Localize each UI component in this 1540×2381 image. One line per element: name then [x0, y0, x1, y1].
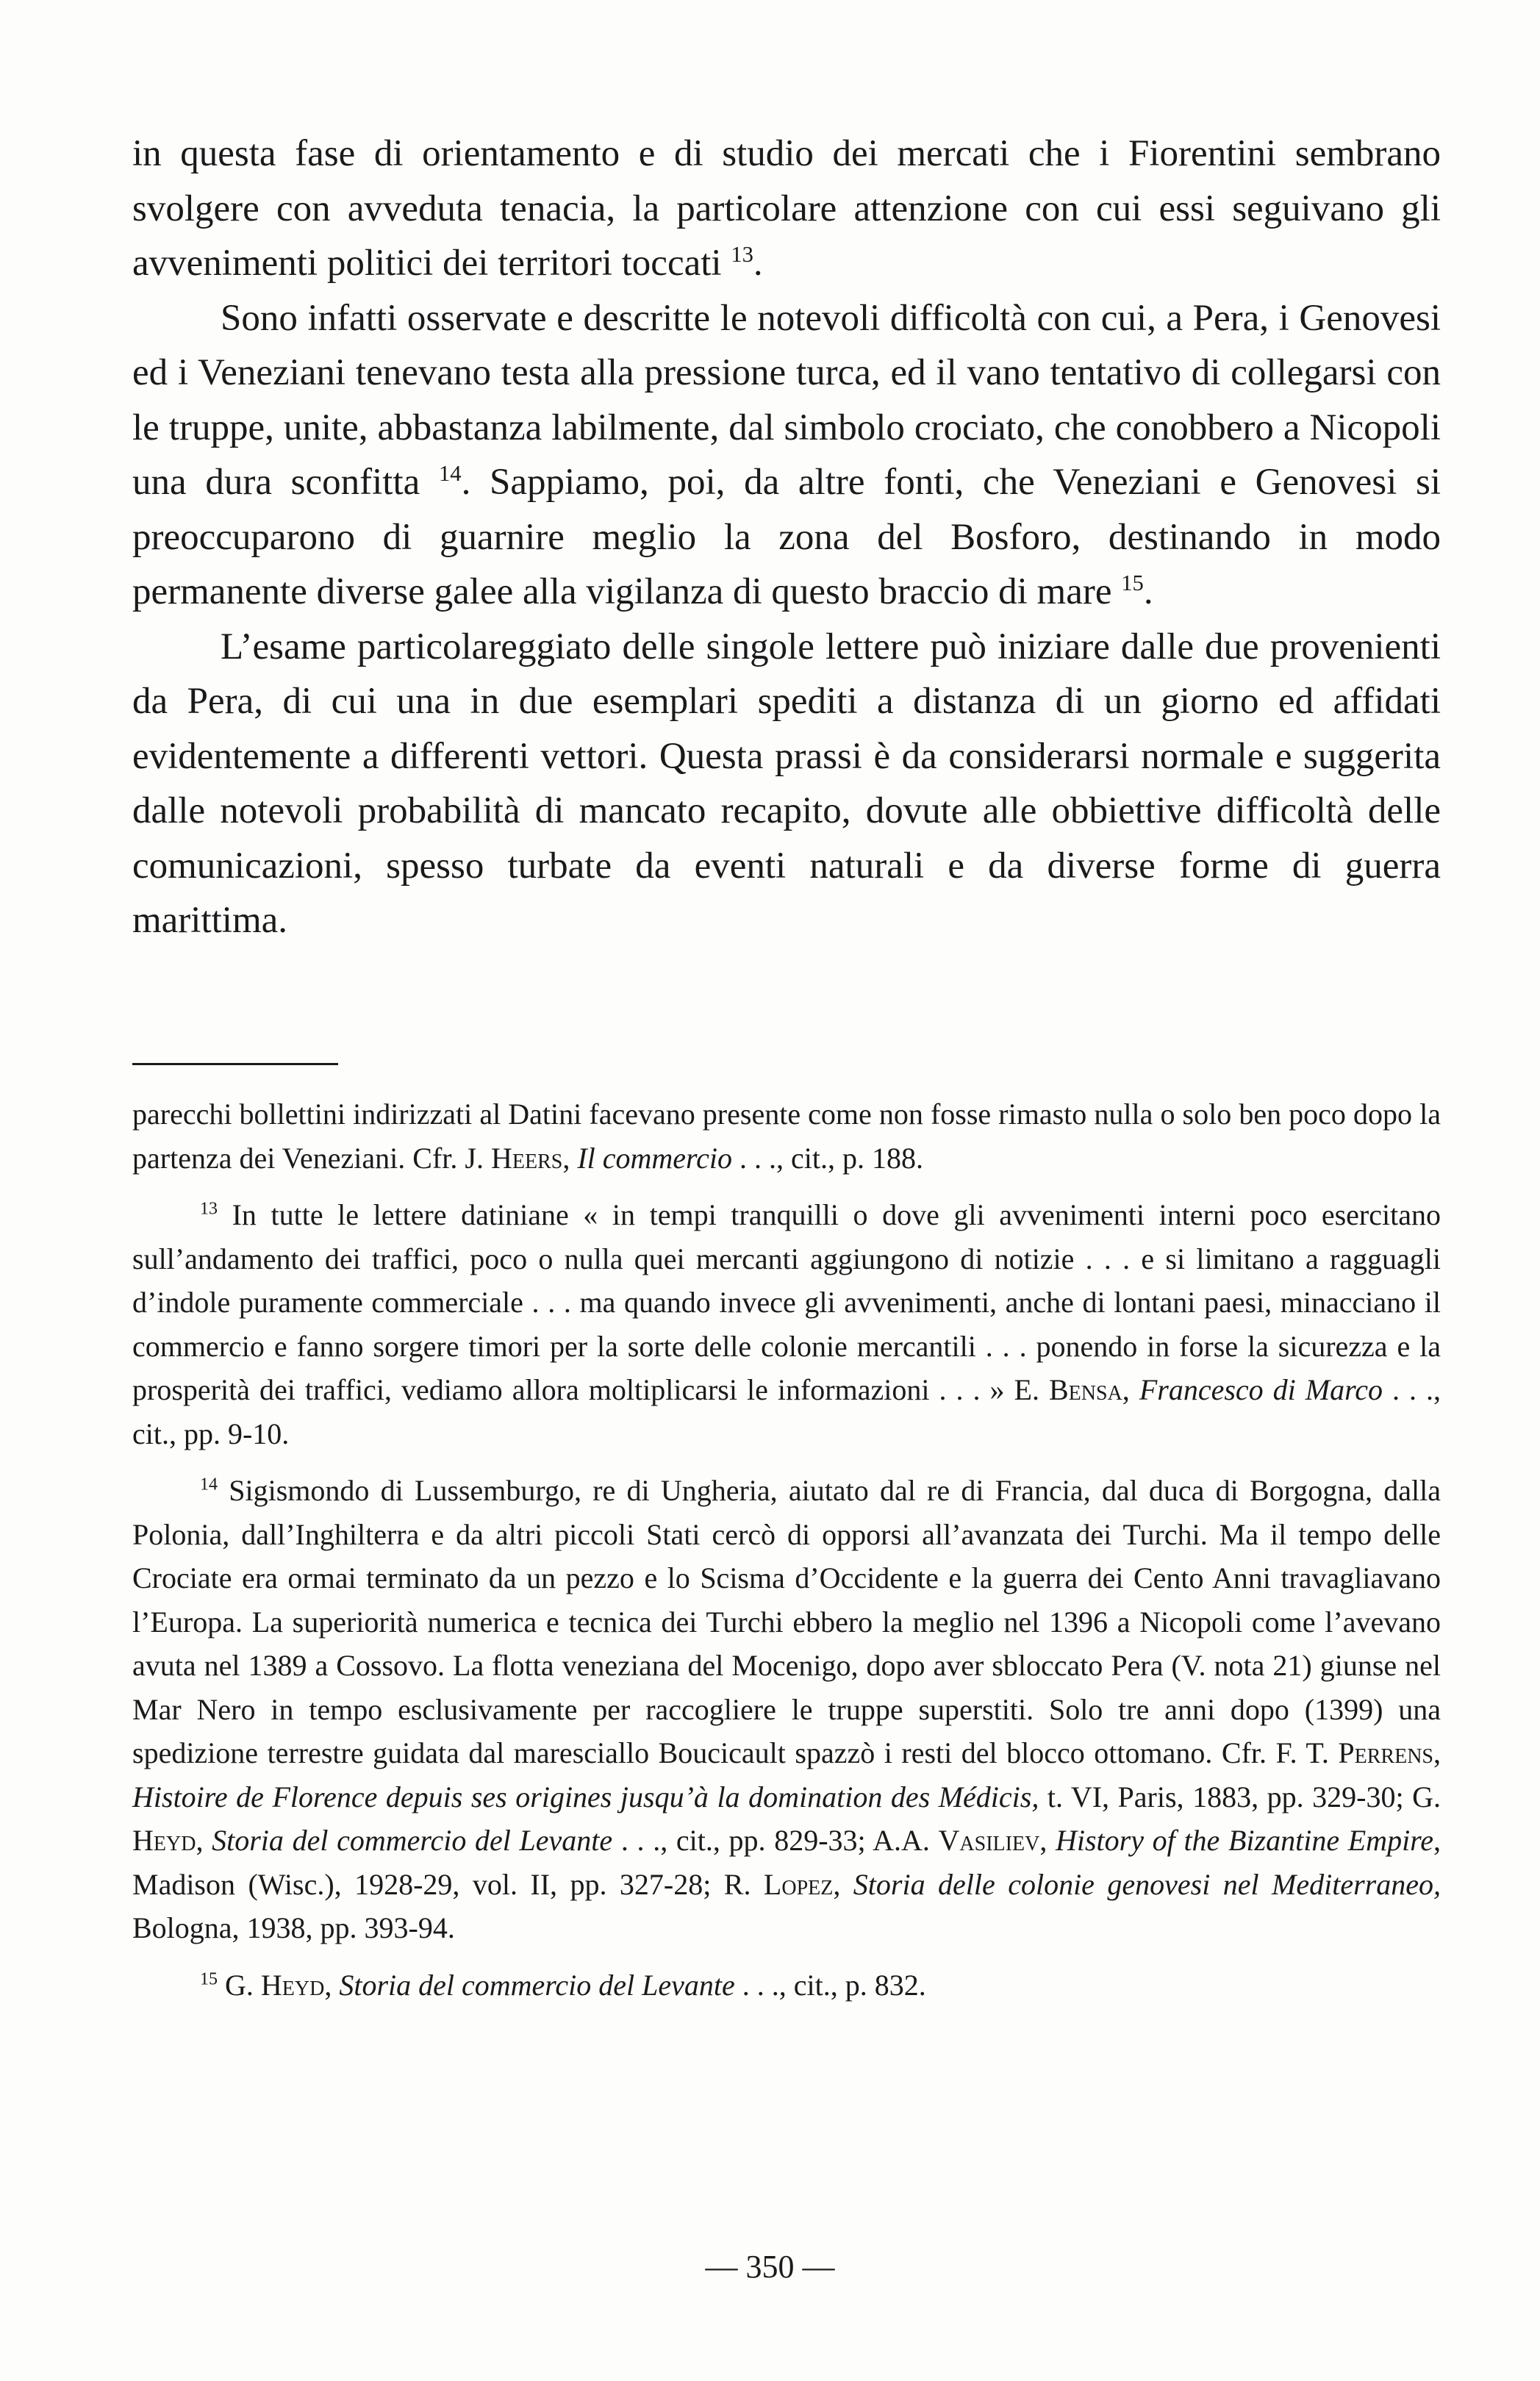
footnote: [132, 1092, 1441, 1180]
text-run: ,: [833, 1867, 853, 1901]
text-run: , Madison (Wisc.), 1928-29, vol. II, pp. 327-28; R.: [132, 1824, 1441, 1901]
footnote-ref: 14: [200, 1475, 218, 1494]
footnote-ref: 14: [438, 461, 462, 486]
text-run: L’esame particolareggiato delle singole lettere può iniziare dalle due provenienti da Pera, di cui una in due esemplari spediti a distanza di un giorno ed affidati evidentemente a differenti vettori. Questa prassi è da considerarsi normale e suggerita dalle notevoli probabilità di mancato recapito, dovute alle obbiettive difficoltà delle comunicazioni, spesso turbate da eventi naturali e da diverse forme di guerra marittima.: [132, 626, 1441, 941]
text-run: . . ., cit., pp. 829-33; A.A.: [612, 1824, 939, 1857]
text-run: .: [1143, 571, 1153, 612]
text-run: ,: [1122, 1373, 1139, 1406]
text-run: Sono infatti osservate e descritte le notevoli difficoltà con cui, a Pera, i Genovesi ed i Veneziani tenevano testa alla pressione turca, ed il vano tentativo di collegarsi con le truppe, unite, abbastanza labilmente, dal simbolo crociato, che conobbero a Nicopoli una dura sconfitta: [132, 297, 1441, 503]
author-name: Lopez: [763, 1867, 834, 1901]
author-name: Heers: [490, 1141, 563, 1175]
text-run: Bologna, 1938, pp. 393-94.: [132, 1911, 455, 1944]
text-run: Sigismondo di Lussemburgo, re di Ungheria, aiutato dal re di Francia, dal duca di Borgogna, dalla Polonia, dall’Inghilterra e da altri piccoli Stati cercò di opporsi all’avanzata dei Turchi. Ma il tempo delle Crociate era ormai terminato da un pezzo e lo Scisma d’Occidente e la guerra dei Cento Anni travagliavano l’Europa. La superiorità numerica e tecnica dei Turchi ebbero la meglio nel 1396 a Nicopoli come l’avevano avuta nel 1389 a Cossovo. La flotta veneziana del Mocenigo, dopo aver sbloccato Pera (V. nota 21) giunse nel Mar Nero in tempo esclusivamente per raccogliere le truppe superstiti. Solo tre anni dopo (1399) una spedizione terrestre guidata dal maresciallo Boucicault spazzò i resti del blocco ottomano. Cfr. F. T.: [132, 1474, 1441, 1769]
author-name: Heyd: [260, 1968, 325, 2002]
author-name: Heyd: [132, 1824, 196, 1857]
text-run: ,: [324, 1968, 340, 2002]
paragraph: [132, 126, 1441, 291]
footnote: [132, 1469, 1441, 1950]
footnote-separator: [132, 1063, 338, 1065]
paragraph: [132, 291, 1441, 620]
footnote-ref: 13: [200, 1199, 218, 1219]
text-run: .: [753, 243, 763, 284]
author-name: Perrens: [1338, 1736, 1433, 1769]
text-run: in questa fase di orientamento e di studio dei mercati che i Fiorentini sembrano svolgere con avveduta tenacia, la particolare attenzione con cui essi seguivano gli avvenimenti politici dei territori toccati: [132, 133, 1441, 284]
text-run: . Sappiamo, poi, da altre fonti, che Veneziani e Genovesi si preoccuparono di guarnire meglio la zona del Bosforo, destinando in modo permanente diverse galee alla vigilanza di questo braccio di mare: [132, 462, 1441, 612]
title-italic: Storia del commercio del Levante: [212, 1824, 613, 1857]
author-name: Bensa: [1049, 1373, 1122, 1406]
footnotes: [132, 1092, 1441, 2020]
title-italic: Storia delle colonie genovesi nel Mediterraneo,: [853, 1867, 1441, 1901]
text-run: t. VI, Paris, 1883, pp. 329-30; G.: [1039, 1780, 1441, 1814]
text-run: parecchi bollettini indirizzati al Datini facevano presente come non fosse rimasto nulla o solo ben poco dopo la partenza dei Veneziani. Cfr. J.: [132, 1098, 1441, 1175]
title-italic: Il commercio: [577, 1141, 732, 1175]
text-run: ,: [562, 1141, 578, 1175]
footnote: [132, 1193, 1441, 1456]
footnote-ref: 15: [200, 1969, 218, 1989]
text-run: . . ., cit., pp. 9-10.: [132, 1373, 1441, 1450]
paragraph: [132, 620, 1441, 948]
title-italic: History of the Bizantine Empire: [1055, 1824, 1434, 1857]
title-italic: Histoire de Florence depuis ses origines jusqu’à la domination des Médicis,: [132, 1780, 1039, 1814]
author-name: Vasiliev: [938, 1824, 1040, 1857]
main-text: [132, 126, 1441, 948]
text-run: ,: [1039, 1824, 1056, 1857]
text-run: . . ., cit., p. 188.: [731, 1141, 923, 1175]
text-run: ,: [196, 1824, 212, 1857]
title-italic: Storia del commercio del Levante: [339, 1968, 735, 2002]
text-run: G.: [218, 1968, 261, 2002]
footnote: [132, 1963, 1441, 2008]
text-run: In tutte le lettere datiniane « in tempi tranquilli o dove gli avvenimenti interni poco esercitano sull’andamento dei traffici, poco o nulla quei mercanti aggiungono di notizie . . . e si limitano a ragguagli d’indole puramente commerciale . . . ma quando invece gli avvenimenti, anche di lontani paesi, minacciano il commercio e fanno sorgere timori per la sorte delle colonie mercantili . . . ponendo in forse la sicurezza e la prosperità dei traffici, vediamo allora moltiplicarsi le informazioni . . . » E.: [132, 1198, 1441, 1406]
footnote-ref: 15: [1121, 570, 1144, 595]
text-run: ,: [1433, 1736, 1441, 1769]
footnote-ref: 13: [731, 242, 753, 267]
title-italic: Francesco di Marco: [1139, 1373, 1383, 1406]
text-run: . . ., cit., p. 832.: [734, 1968, 926, 2002]
page-number: — 350 —: [705, 2249, 835, 2285]
